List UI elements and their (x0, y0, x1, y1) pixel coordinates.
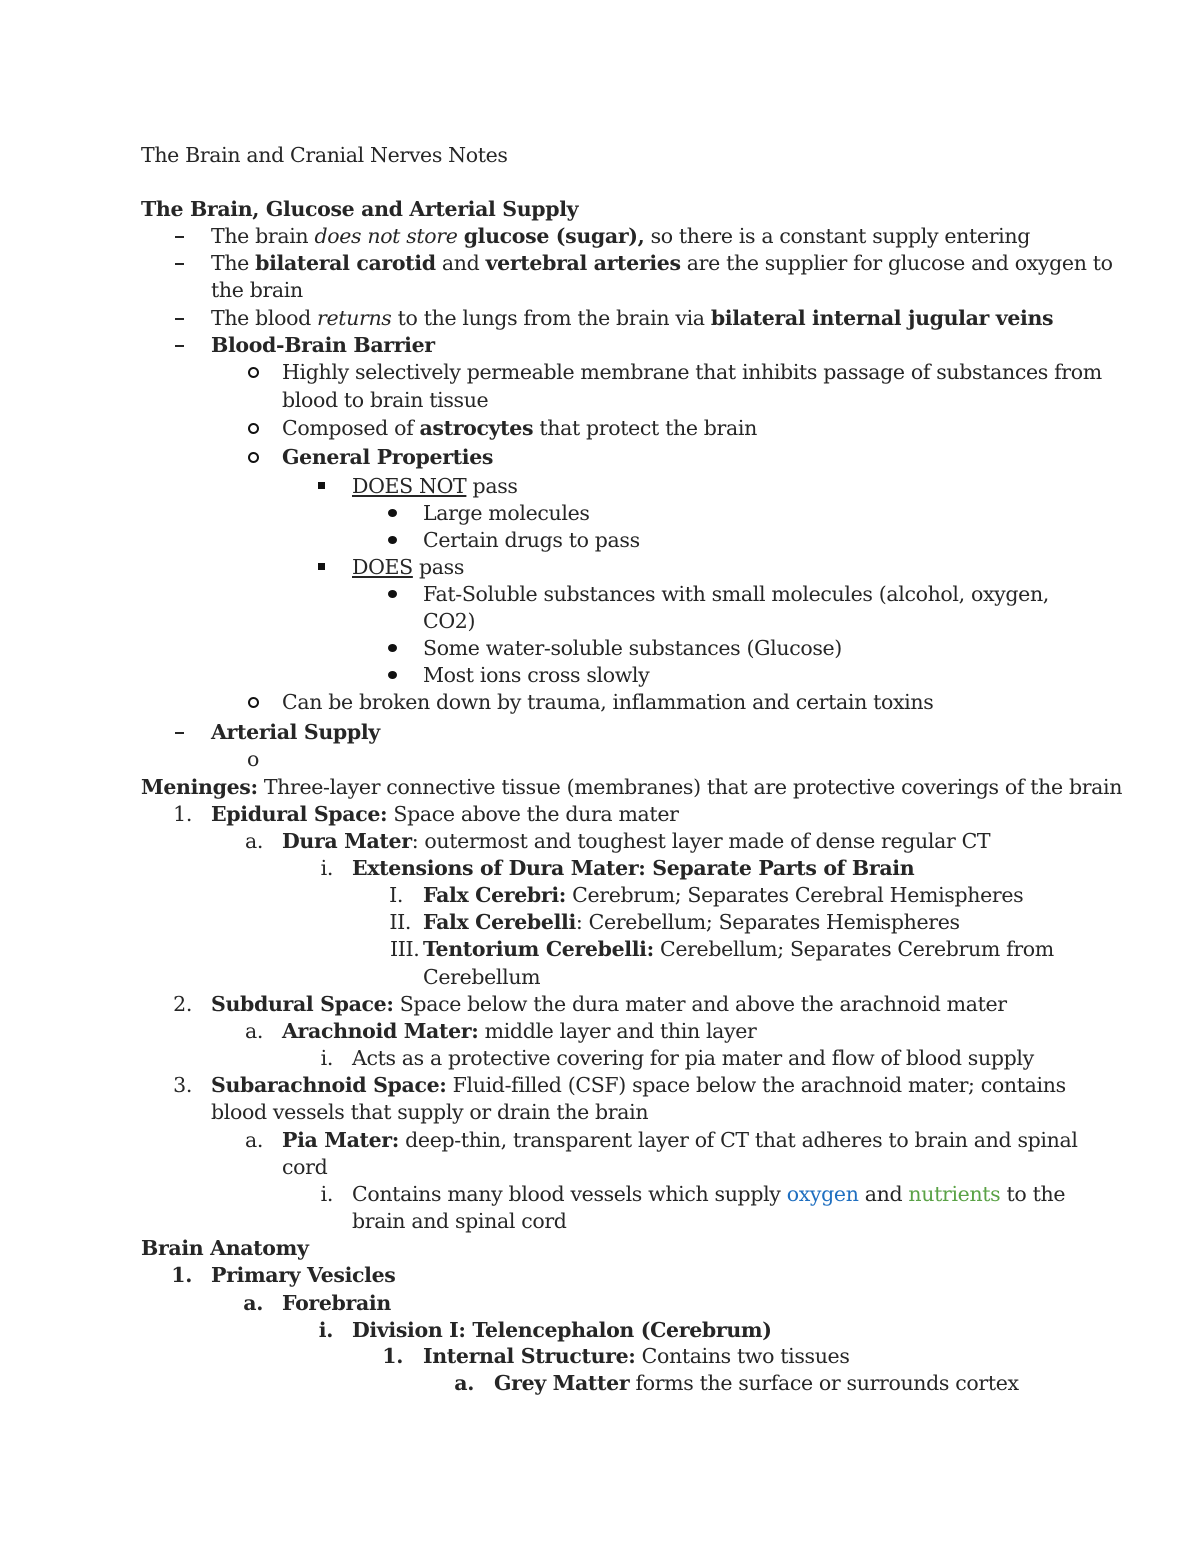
dot-bullet (388, 581, 418, 608)
dot-bullet (388, 527, 418, 554)
ring-bullet (248, 415, 278, 442)
dash-bullet (175, 305, 205, 332)
square-bullet (318, 473, 348, 500)
dash-bullet (175, 719, 205, 746)
dot-bullet (388, 635, 418, 662)
dash-bullet (175, 250, 205, 277)
ring-bullet (248, 359, 278, 386)
dash-bullet (175, 223, 205, 250)
ring-bullet (248, 444, 278, 471)
oxygen-highlight: oxygen (786, 1182, 859, 1206)
dot-bullet (388, 500, 418, 527)
dot-bullet (388, 662, 418, 689)
nutrients-highlight: nutrients (908, 1182, 1001, 1206)
dash-bullet (175, 332, 205, 359)
ring-bullet (248, 689, 278, 716)
document-page: The Brain and Cranial Nerves Notes The Brain, Glucose and Arterial Supply The brain does not store glucose (sugar), so there is a constant supply entering The bilateral carotid and vertebral arteries are the supplier for glucose and oxygen to the brain The blood returns to the lungs from the brain via bilateral internal jugular veins Blood-Brain Barrier Highly selectively permeable membrane that inhibits passage of substances from blood to brain tissue Composed of astrocytes that protect the brain General Properties DOES NOT pass Large molecules Certain drugs to pass DOES pass Fat-Soluble substances with small molecules (alcohol, oxygen, CO2) Some water-soluble substances (Glucose) Most ions cross slowly Can be broken down by trauma, inflammation and certain toxins Arterial Supply o Meninges: Three-layer connective tissue (membranes) that are protective coverings of the brain 1. Epidural Space: Space above the dura mater a. Dura Mater: outermost and toughest layer made of dense regular CT i. Extensions of Dura Mater: Separate Parts of Brain I. Falx Cerebri: Cerebrum; Separates Cerebral Hemispheres II. Falx Cerebelli: Cerebellum; Separates Hemispheres III. Tentorium Cerebelli: Cerebellum; Separates Cerebrum from Cerebellum 2. Subdural Space: Space below the dura mater and above the arachnoid mater a. Arachnoid Mater: middle layer and thin layer i. Acts as a protective covering for pia mater and flow of blood supply 3. Subarachnoid Space: Fluid-filled (CSF) space below the arachnoid mater; contains blood vessels that supply or drain the brain a. Pia Mater: deep-thin, transparent layer of CT that adheres to brain and spinal cord i. Contains many blood vessels which supply oxygen and nutrients to the brain and spinal cord Brain Anatomy 1. Primary Vesicles a. Forebrain i. Division I: Telencephalon (Cerebrum) 1. Internal Structure: Contains two tissues a. Grey Matter forms the surface or surrounds cortex (141, 143, 1123, 1395)
square-bullet (318, 554, 348, 581)
